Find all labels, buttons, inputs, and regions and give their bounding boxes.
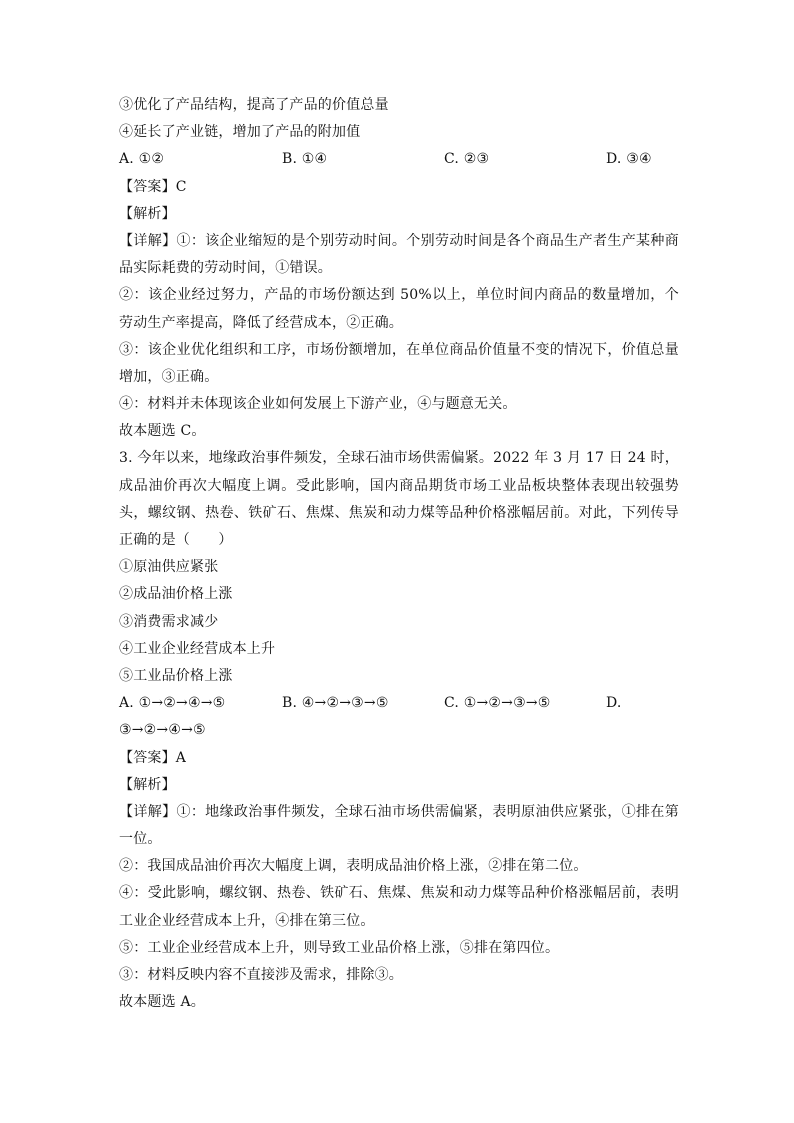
q3-detail-line: ⑤：工业企业经营成本上升，则导致工业品价格上涨，⑤排在第四位。 — [119, 939, 560, 956]
q3-item: ③消费需求减少 — [119, 613, 219, 630]
q3-item: ②成品油价格上涨 — [119, 586, 233, 603]
q3-detail-line: 【详解】①：地缘政治事件频发，全球石油市场供需偏紧，表明原油供应紧张，①排在第 — [119, 803, 679, 820]
q2-analysis-label: 【解析】 — [119, 205, 176, 222]
q2-conclusion: 故本题选 C。 — [119, 423, 206, 440]
q3-stem-line: 成品油价再次大幅度上调。受此影响，国内商品期货市场工业品板块整体表现出较强势 — [119, 477, 679, 494]
q3-stem-line: 正确的是（ ） — [119, 532, 233, 548]
q3-choice-b: B. ④→②→③→⑤ — [282, 695, 389, 712]
q3-detail-line: ③：材料反映内容不直接涉及需求，排除③。 — [119, 967, 403, 983]
q2-detail-line: 【详解】①：该企业缩短的是个别劳动时间。个别劳动时间是各个商品生产者生产某种商 — [119, 232, 679, 249]
q3-analysis-label: 【解析】 — [119, 776, 176, 793]
q2-detail-line: 品实际耗费的劳动时间，①错误。 — [119, 260, 332, 277]
q2-option-4: ④延长了产业链，增加了产品的附加值 — [119, 124, 361, 141]
q3-choice-a: A. ①→②→④→⑤ — [119, 695, 226, 712]
q2-answer: 【答案】C — [119, 178, 187, 195]
document-page — [119, 92, 679, 1016]
q2-choice-b: B. ①④ — [282, 151, 328, 168]
q3-item: ①原油供应紧张 — [119, 559, 219, 576]
q3-detail-line: ②：我国成品油价再次大幅度上调，表明成品油价格上涨，②排在第二位。 — [119, 858, 588, 875]
q2-choice-d: D. ③④ — [606, 151, 652, 168]
q2-detail-line: ②：该企业经过努力，产品的市场份额达到 50%以上，单位时间内商品的数量增加，个 — [119, 287, 679, 304]
q3-choice-d-continued: ③→②→④→⑤ — [119, 722, 206, 739]
q3-item: ⑤工业品价格上涨 — [119, 667, 233, 684]
q2-detail-line: 增加，③正确。 — [119, 368, 219, 385]
q3-choices — [119, 690, 679, 717]
q2-choice-c: C. ②③ — [444, 151, 490, 168]
q2-choice-a: A. ①② — [119, 151, 165, 168]
q2-detail-line: ④：材料并未体现该企业如何发展上下游产业，④与题意无关。 — [119, 396, 517, 413]
q3-conclusion: 故本题选 A。 — [119, 994, 205, 1011]
q3-detail-line: 一位。 — [119, 831, 162, 848]
q3-item: ④工业企业经营成本上升 — [119, 640, 276, 657]
q3-detail-line: ④：受此影响，螺纹钢、热卷、铁矿石、焦煤、焦炭和动力煤等品种价格涨幅居前，表明 — [119, 885, 679, 902]
q3-choice-d: D. — [606, 695, 622, 712]
q3-answer: 【答案】A — [119, 749, 187, 766]
q2-detail-line: ③：该企业优化组织和工序，市场份额增加，在单位商品价值量不变的情况下，价值总量 — [119, 341, 679, 358]
q3-stem-line: 头，螺纹钢、热卷、铁矿石、焦煤、焦炭和动力煤等品种价格涨幅居前。对此，下列传导 — [119, 504, 679, 521]
q3-stem-line: 3. 今年以来，地缘政治事件频发，全球石油市场供需偏紧。2022 年 3 月 17 日 24 时， — [119, 450, 679, 467]
q2-choices — [119, 146, 679, 173]
q2-detail-line: 劳动生产率提高，降低了经营成本，②正确。 — [119, 314, 403, 331]
q3-choice-c: C. ①→②→③→⑤ — [444, 695, 551, 712]
q3-detail-line: 工业企业经营成本上升，④排在第三位。 — [119, 912, 375, 929]
q2-option-3: ③优化了产品结构，提高了产品的价值总量 — [119, 97, 389, 113]
